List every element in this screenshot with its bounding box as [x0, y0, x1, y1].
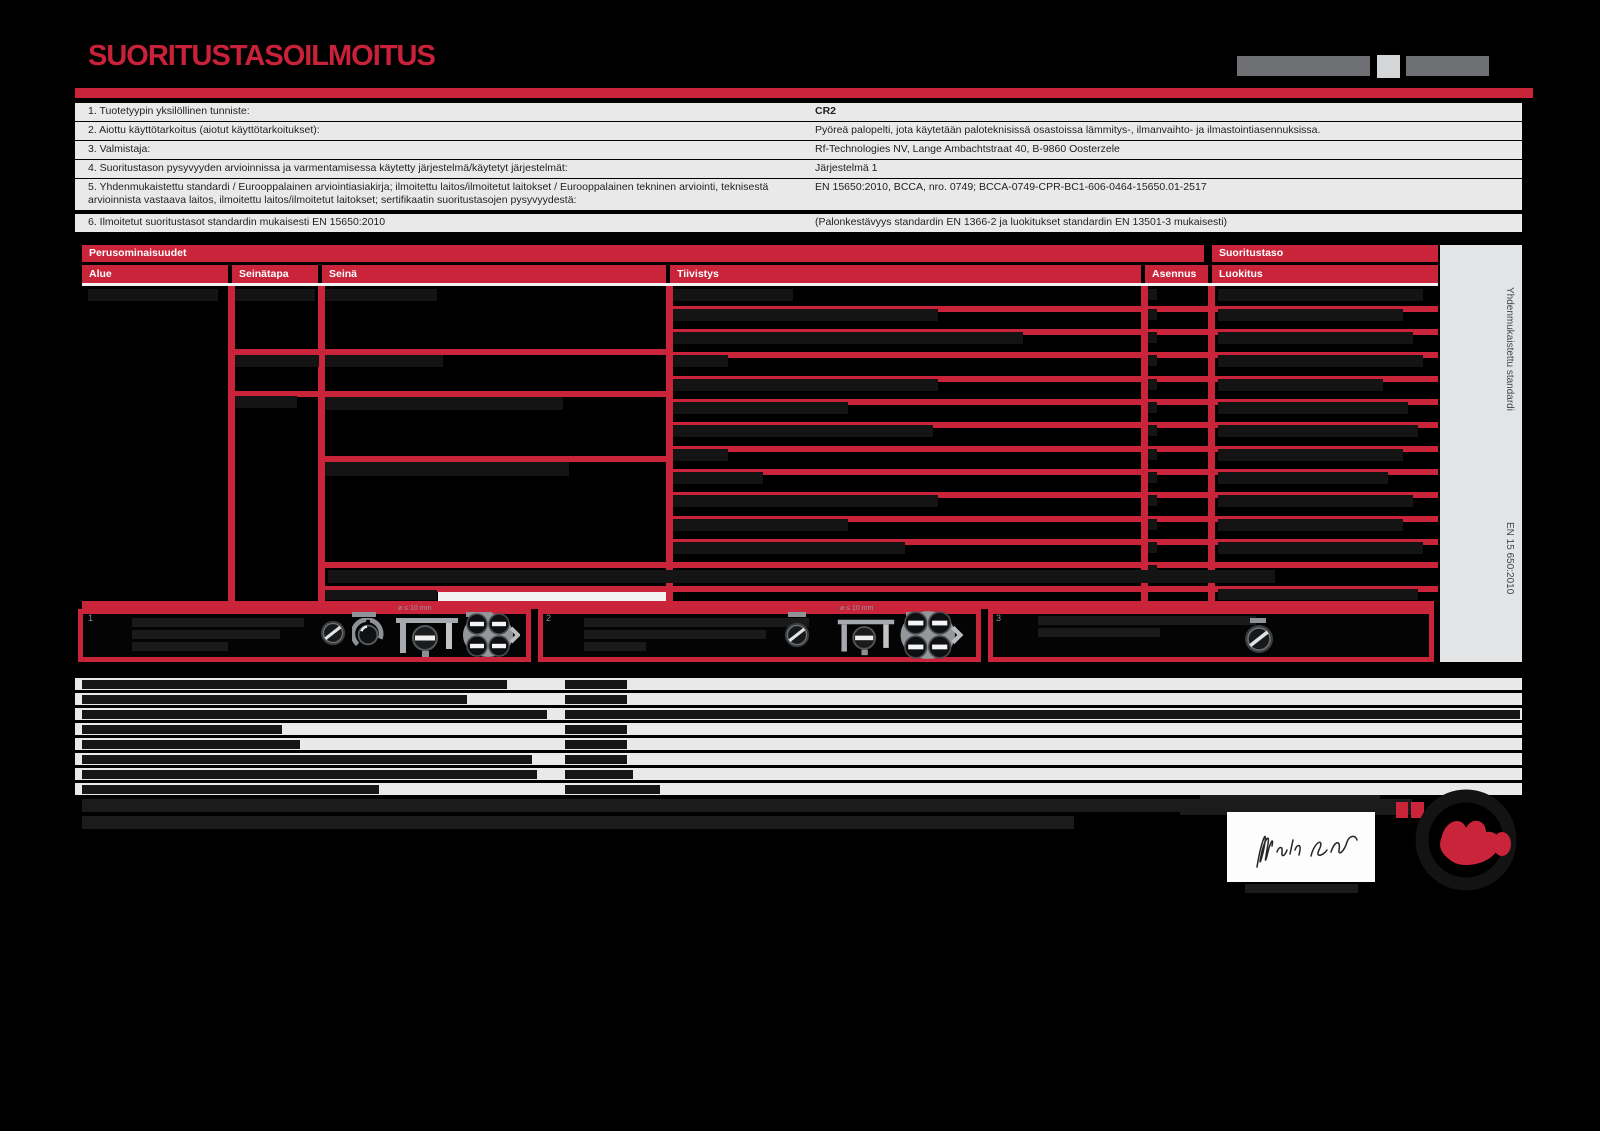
- redacted-text-bar: [565, 680, 627, 689]
- column-header-seinatapa: Seinätapa: [232, 265, 318, 283]
- redacted-text-bar: [82, 740, 300, 749]
- footnote-box-number: 1: [88, 613, 94, 623]
- item-value: (Palonkestävyys standardin EN 1366-2 ja luokitukset standardin EN 13501-3 mukaisesti): [815, 216, 1228, 228]
- footnote-row: [75, 738, 1522, 750]
- item-value: Järjestelmä 1: [815, 162, 878, 174]
- flame-icon: [1396, 778, 1518, 900]
- group-header-right: Suoritustaso: [1212, 245, 1438, 262]
- item-value: Rf-Technologies NV, Lange Ambachtstraat 40, B-9860 Oosterzele: [815, 143, 1120, 155]
- column-header-tiivistys: Tiivistys: [670, 265, 1141, 283]
- item-value: Pyöreä palopelti, jota käytetään paloteknisissä osastoissa lämmitys-, ilmanvaihto- ja ilmastointiasennuksissa.: [815, 124, 1321, 136]
- item-label: 5. Yhdenmukaistettu standardi / Eurooppalainen arviointiasiakirja; ilmoitettu laitos/ilmoitetut laitokset / Eurooppalainen tekninen arviointi, teknisestä arvioinnista vastaava laitos, ilmoitettu laitos/ilmoitetut laitokset; sertifikaatin suoritustasojen pysyvyydestä:: [88, 181, 769, 206]
- redacted-text-bar: [565, 755, 627, 764]
- diameter-label: ø ≤ 10 mm: [840, 605, 874, 612]
- footnote-row: [75, 768, 1522, 780]
- item-label: 2. Aiottu käyttötarkoitus (aiotut käyttötarkoitukset):: [88, 124, 320, 136]
- footnote-row: [75, 693, 1522, 705]
- redacted-text-bar: [565, 785, 660, 794]
- footnote-box-number: 2: [546, 613, 552, 623]
- column-header-asennus: Asennus: [1145, 265, 1208, 283]
- certification-logo: [1396, 778, 1518, 905]
- redacted-text-bar: [565, 740, 627, 749]
- column-header-alue: Alue: [82, 265, 228, 283]
- side-note-standard-number: EN 15 650:2010: [1504, 521, 1515, 594]
- item-label: 3. Valmistaja:: [88, 143, 151, 155]
- redacted-text-bar: [565, 710, 1520, 719]
- column-header-luokitus: Luokitus: [1212, 265, 1438, 283]
- redacted-text-bar: [82, 695, 467, 704]
- footnote-row: [75, 783, 1522, 795]
- redacted-text-bar: [82, 680, 507, 689]
- item-value: CR2: [815, 105, 837, 117]
- redacted-text-bar: [82, 725, 282, 734]
- column-header-seina: Seinä: [322, 265, 666, 283]
- footnote-row: [75, 708, 1522, 720]
- side-note-standard: Yhdenmukaistettu standardi: [1504, 287, 1515, 412]
- redacted-text-bar: [82, 710, 547, 719]
- signature-box: [1227, 812, 1375, 882]
- item-value: EN 15650:2010, BCCA, nro. 0749; BCCA-0749-CPR-BC1-606-0464-15650.01-2517: [815, 181, 1207, 193]
- redacted-text-bar: [565, 725, 627, 734]
- item-label: 4. Suoritustason pysyvyyden arvioinnissa ja varmentamisessa käytetty järjestelmä/käytetyt järjestelmät:: [88, 162, 568, 174]
- signature-image: [1227, 812, 1375, 882]
- redacted-text-bar: [82, 770, 537, 779]
- footnote-row: [75, 723, 1522, 735]
- footnote-box-number: 3: [996, 613, 1002, 623]
- footnote-row: [75, 678, 1522, 690]
- page-title: SUORITUSTASOILMOITUS: [88, 40, 435, 72]
- item-label: 6. Ilmoitetut suoritustasot standardin mukaisesti EN 15650:2010: [88, 216, 386, 228]
- item-label: 1. Tuotetyypin yksilöllinen tunniste:: [88, 105, 250, 117]
- redacted-text-bar: [565, 770, 633, 779]
- redacted-text-bar: [565, 695, 627, 704]
- redacted-text-bar: [82, 785, 379, 794]
- redacted-text-bar: [82, 755, 532, 764]
- diameter-label: ø ≤ 10 mm: [398, 605, 432, 612]
- group-header-left: Perusominaisuudet: [82, 245, 1204, 262]
- footnote-row: [75, 753, 1522, 765]
